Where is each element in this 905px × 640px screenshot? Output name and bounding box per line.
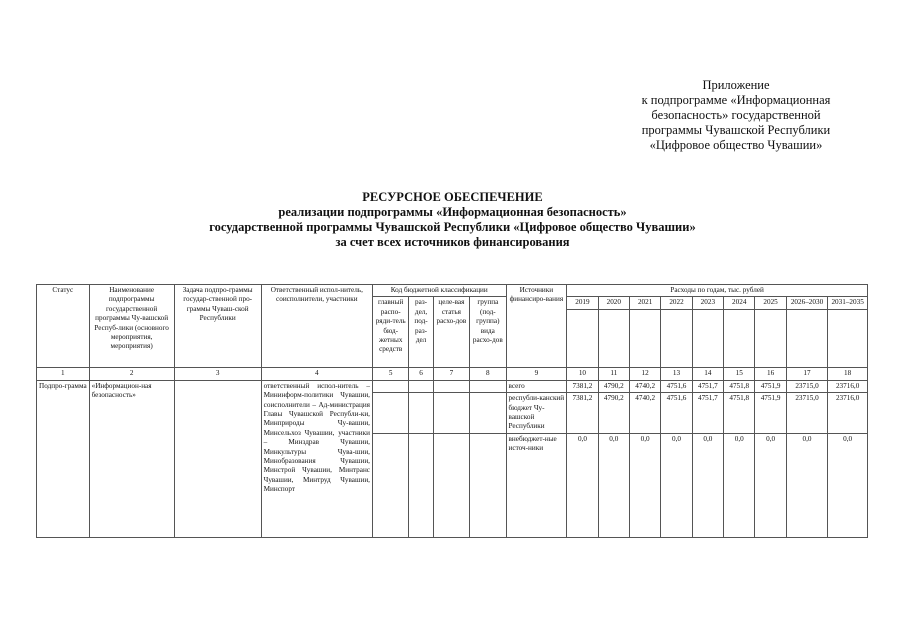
column-number: 1 [37,367,90,380]
column-number-row [37,367,868,380]
header-year: 2023 [692,297,723,309]
value-cell: 23715,0 [786,393,827,434]
document-title [0,190,905,250]
header-year: 2022 [661,297,692,309]
bc-target-cell [433,393,469,434]
column-number: 16 [755,367,786,380]
column-number: 11 [598,367,629,380]
column-number: 12 [629,367,660,380]
column-number: 13 [661,367,692,380]
bc-main-cell [372,433,408,537]
bc-section-cell [409,433,433,537]
task-cell [174,380,261,537]
bc-target-cell [433,433,469,537]
column-number: 7 [433,367,469,380]
header-year: 2026–2030 [786,297,827,309]
header-spacer [786,309,827,367]
value-cell: 4740,2 [629,393,660,434]
appendix-line: к подпрограмме «Информационная [641,93,831,107]
header-spacer [661,309,692,367]
value-cell: 0,0 [567,433,598,537]
header-bc-target: целе-вая статья расхо-дов [433,297,469,367]
bc-section-cell [409,380,433,392]
column-number: 15 [724,367,755,380]
header-responsible: Ответственный испол-нитель, соисполнители, участники [261,285,372,368]
appendix-line: безопасность» государственной [651,108,821,122]
header-name: Наименование подпрограммы государственной программы Чу-вашской Респуб-лики (основного мероприятия, мероприятия) [89,285,174,368]
column-number: 5 [372,367,408,380]
value-cell: 0,0 [661,433,692,537]
bc-target-cell [433,380,469,392]
column-number: 2 [89,367,174,380]
header-spacer [755,309,786,367]
column-number: 6 [409,367,433,380]
value-cell: 0,0 [786,433,827,537]
value-cell: 7381,2 [567,380,598,392]
value-cell: 0,0 [629,433,660,537]
header-year: 2019 [567,297,598,309]
appendix-line: Приложение [702,78,770,92]
appendix-line: «Цифровое общество Чувашии» [649,138,823,152]
source-cell: внебюджет-ные источ-ники [506,433,567,537]
title-line: реализации подпрограммы «Информационная безопасность» [278,205,627,219]
header-bc-section: раз-дел, под-раз-дел [409,297,433,367]
source-cell: республи-канский бюджет Чу-вашской Республики [506,393,567,434]
header-spacer [724,309,755,367]
responsible-cell: ответственный испол-нитель – Мининформ-политики Чувашии, соисполнители – Ад-министрация Главы Чувашской Республи-ки, Минприроды Чу-вашии, Минсельхоз Чувашии, участники – Минздрав Чувашии, Минкультуры Чува-шии, Минобразования Чувашии, Минстрой Чувашии, Минтранс Чувашии, Минтруд Чувашии, Минспорт [261,380,372,537]
column-number: 10 [567,367,598,380]
header-year: 2031–2035 [828,297,868,309]
value-cell: 23716,0 [828,393,868,434]
title-line: РЕСУРСНОЕ ОБЕСПЕЧЕНИЕ [362,190,543,204]
value-cell: 4790,2 [598,380,629,392]
bc-group-cell [470,380,506,392]
header-spacer [828,309,868,367]
header-year: 2025 [755,297,786,309]
bc-group-cell [470,393,506,434]
column-number: 18 [828,367,868,380]
value-cell: 7381,2 [567,393,598,434]
header-task: Задача подпро-граммы государ-ственной про-граммы Чуваш-ской Республики [174,285,261,368]
header-bc-group: группа (под-группа) вида расхо-дов [470,297,506,367]
bc-group-cell [470,433,506,537]
header-spacer [692,309,723,367]
header-expenses: Расходы по годам, тыс. рублей [567,285,868,297]
column-number: 14 [692,367,723,380]
value-cell: 4790,2 [598,393,629,434]
value-cell: 4740,2 [629,380,660,392]
value-cell: 4751,7 [692,380,723,392]
column-number: 17 [786,367,827,380]
subprogram-name-cell: «Информацион-ная безопасность» [89,380,174,537]
value-cell: 4751,9 [755,393,786,434]
status-cell: Подпро-грамма [37,380,90,537]
value-cell: 4751,6 [661,380,692,392]
header-bc-main: главный распо-ряди-тель бюд-жетных средств [372,297,408,367]
bc-main-cell [372,393,408,434]
value-cell: 4751,6 [661,393,692,434]
column-number: 3 [174,367,261,380]
table-row-total [37,380,868,392]
header-spacer [567,309,598,367]
bc-main-cell [372,380,408,392]
value-cell: 23715,0 [786,380,827,392]
resource-table [36,284,868,538]
value-cell: 4751,8 [724,380,755,392]
title-line: за счет всех источников финансирования [335,235,570,249]
appendix-note [600,78,872,153]
header-sources: Источники финансиро-вания [506,285,567,368]
header-year: 2021 [629,297,660,309]
value-cell: 4751,9 [755,380,786,392]
header-row [37,285,868,297]
value-cell: 4751,8 [724,393,755,434]
value-cell: 0,0 [724,433,755,537]
value-cell: 23716,0 [828,380,868,392]
header-budget-code: Код бюджетной классификации [372,285,506,297]
value-cell: 0,0 [692,433,723,537]
header-year: 2024 [724,297,755,309]
header-year: 2020 [598,297,629,309]
bc-section-cell [409,393,433,434]
source-cell: всего [506,380,567,392]
header-spacer [629,309,660,367]
value-cell: 0,0 [598,433,629,537]
column-number: 8 [470,367,506,380]
column-number: 9 [506,367,567,380]
header-status: Статус [37,285,90,368]
header-spacer [598,309,629,367]
appendix-line: программы Чувашской Республики [641,123,831,137]
title-line: государственной программы Чувашской Республики «Цифровое общество Чувашии» [209,220,696,234]
column-number: 4 [261,367,372,380]
value-cell: 0,0 [828,433,868,537]
value-cell: 4751,7 [692,393,723,434]
value-cell: 0,0 [755,433,786,537]
